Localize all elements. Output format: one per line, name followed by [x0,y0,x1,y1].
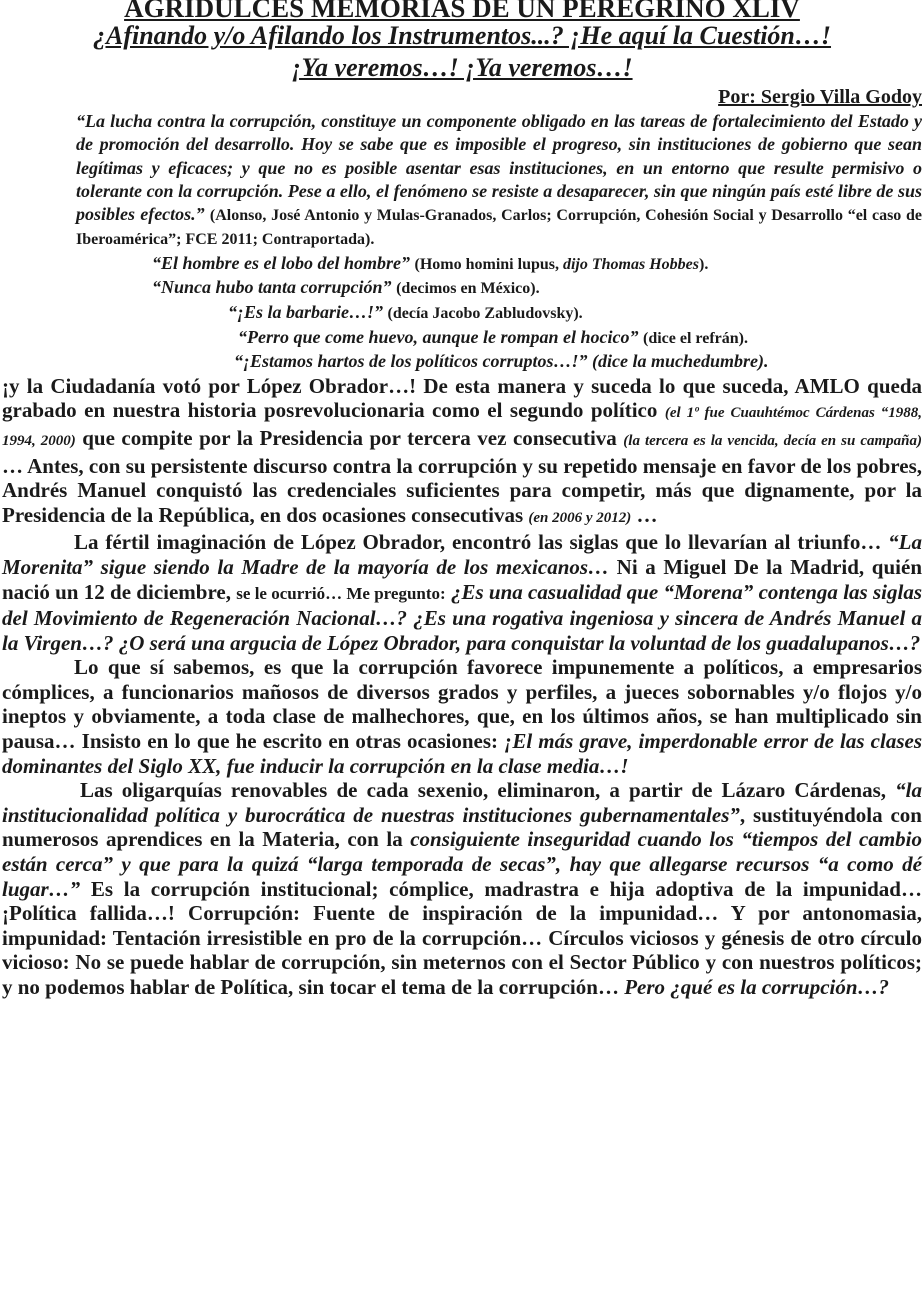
epigraph-line-4-text: “Perro que come huevo, aunque le rompan el hocico” [238,326,639,347]
p1-g: … [631,502,658,527]
epigraph-line-5-text: “¡Estamos hartos de los políticos corruptos…!” (dice la muchedumbre). [234,351,769,372]
p1-d: (la tercera es la vencida, decía en su campaña) [623,432,922,449]
p1-a: ¡y la Ciudadanía votó por López Obrador…! De esta manera y suceda lo que suceda, AMLO queda grabado en nuestra historia posrevolucionaria como el segundo político [2,373,922,423]
article-title: AGRIDULCES MEMORIAS DE UN PEREGRINO XLIV [124,0,800,23]
epigraph-line-3 [2,301,922,326]
epigraph-line-1-cite-a: (Homo homini lupus, [414,255,563,273]
epigraph-line-4 [2,326,922,351]
epigraph-line-2-cite: (decimos en México). [396,280,540,298]
p2-a: La fértil imaginación de López Obrador, encontró las siglas que lo llevarían al triunfo… [74,530,889,555]
epigraph-line-4-cite: (dice el refrán). [642,329,748,347]
paragraph-4 [2,778,922,999]
p4-c: , sustituyéndola con numerosos aprendices en la Materia, con la [2,802,922,852]
p1-f: (en 2006 y 2012) [528,509,632,526]
p1-e: … Antes, con su persistente discurso contra la corrupción y su repetido mensaje en favor de los pobres, Andrés Manuel conquistó las credenciales suficientes para competir, más que dignamente, por la Presidencia de la República, en dos ocasiones consecutivas [2,453,922,527]
p4-f: Pero ¿qué es la corrupción…? [624,975,890,999]
p2-e: ¿Es una casualidad que “Morena” contenga las siglas del Movimiento de Regeneración Nacional…? ¿Es una rogativa ingeniosa y sincera de Andrés Manuel a la Virgen…? ¿O será una argucia de López Obrador, para conquistar la voluntad de los guadalupanos…? [2,579,922,655]
epigraph-main-quote [76,110,922,252]
paragraph-2 [2,530,922,655]
p3-b: ¡El más grave, imperdonable error de las clases dominantes del Siglo XX, fue inducir la corrupción en la clase media…! [2,729,922,778]
article-subtitle-1: ¿Afinando y/o Afilando los Instrumentos...? ¡He aquí la Cuestión…! [92,21,832,50]
epigraph-line-1-text: “El hombre es el lobo del hombre” [152,252,410,273]
p4-d: consiguiente inseguridad cuando los “tiempos del cambio están cerca” y que para la quizá “larga temporada de secas”, hay que allegarse recursos “a como dé lugar…” [2,827,922,901]
epigraph-line-3-cite: (decía Jacobo Zabludovsky). [387,304,583,322]
epigraph-line-5 [2,350,922,374]
p4-b: “la institucionalidad política y burocrática de nuestras instituciones gubernamentales” [2,778,922,827]
p3-a: Lo que sí sabemos, es que la corrupción favorece impunemente a políticos, a empresarios cómplices, a funcionarios mañosos de diversos grados y perfiles, a jueces sobornables y/o flojos y/o ineptos y obviamente, a toda clase de malhechores, que, en los últimos años, se han multiplicado sin pausa… Insisto en lo que he escrito en otras ocasiones: [2,655,922,754]
epigraph-line-1-cite-b: dijo Thomas Hobbes [562,255,699,273]
p4-a: Las oligarquías renovables de cada sexenio, eliminaron, a partir de Lázaro Cárdenas, [80,778,896,803]
epigraph-line-2 [2,276,922,301]
p2-b: “La Morenita” sigue siendo la Madre de la mayoría de los mexicanos… [2,530,922,579]
author-byline: Por: Sergio Villa Godoy [718,86,922,108]
paragraph-1 [2,374,922,531]
paragraph-3 [2,655,922,778]
p1-c: que compite por la Presidencia por tercera vez consecutiva [75,425,624,450]
p1-b: (el 1º fue Cuauhtémoc Cárdenas “1988, 1994, 2000) [2,405,922,449]
p2-d: se le ocurrió… Me pregunto: [236,583,446,603]
epigraph-main-citation: (Alonso, José Antonio y Mulas-Granados, Carlos; Corrupción, Cohesión Social y Desarrollo “el caso de Iberoamérica”; FCE 2011; Contraportada). [76,207,923,249]
epigraph-line-1-cite-c: ). [699,255,709,273]
epigraph-line-1 [2,252,922,277]
article-body [2,374,922,1000]
epigraph-line-3-text: “¡Es la barbarie…!” [228,301,384,322]
epigraph-main-quote-text: “La lucha contra la corrupción, constituye un componente obligado en las tareas de fortalecimiento del Estado y de promoción del desarrollo. Hoy se sabe que es imposible el progreso, sin instituciones de gobierno que sean legítimas y eficaces; y que no es posible asentar esas instituciones, en un entorno que resulte permisivo o tolerante con la corrupción. Pese a ello, el fenómeno se resiste a desaparecer, sin que ningún país esté libre de sus posibles efectos.” [76,111,922,225]
article-subtitle-2: ¡Ya veremos…! ¡Ya veremos…! [291,53,633,82]
epigraph-line-2-text: “Nunca hubo tanta corrupción” [152,277,392,298]
p2-c: Ni a Miguel De la Madrid, quién nació un 12 de diciembre, [2,554,922,604]
p4-e: Es la corrupción institucional; cómplice, madrastra e hija adoptiva de la impunidad… ¡Política fallida…! Corrupción: Fuente de inspiración de la impunidad… Y por antonomasia, impunidad: Tentación irresistible en pro de la corrupción… Círculos viciosos y génesis de otro círculo vicioso: No se puede hablar de corrupción, sin meternos con el Sector Público y con nuestros políticos; y no podemos hablar de Política, sin tocar el tema de la corrupción… [2,876,922,999]
